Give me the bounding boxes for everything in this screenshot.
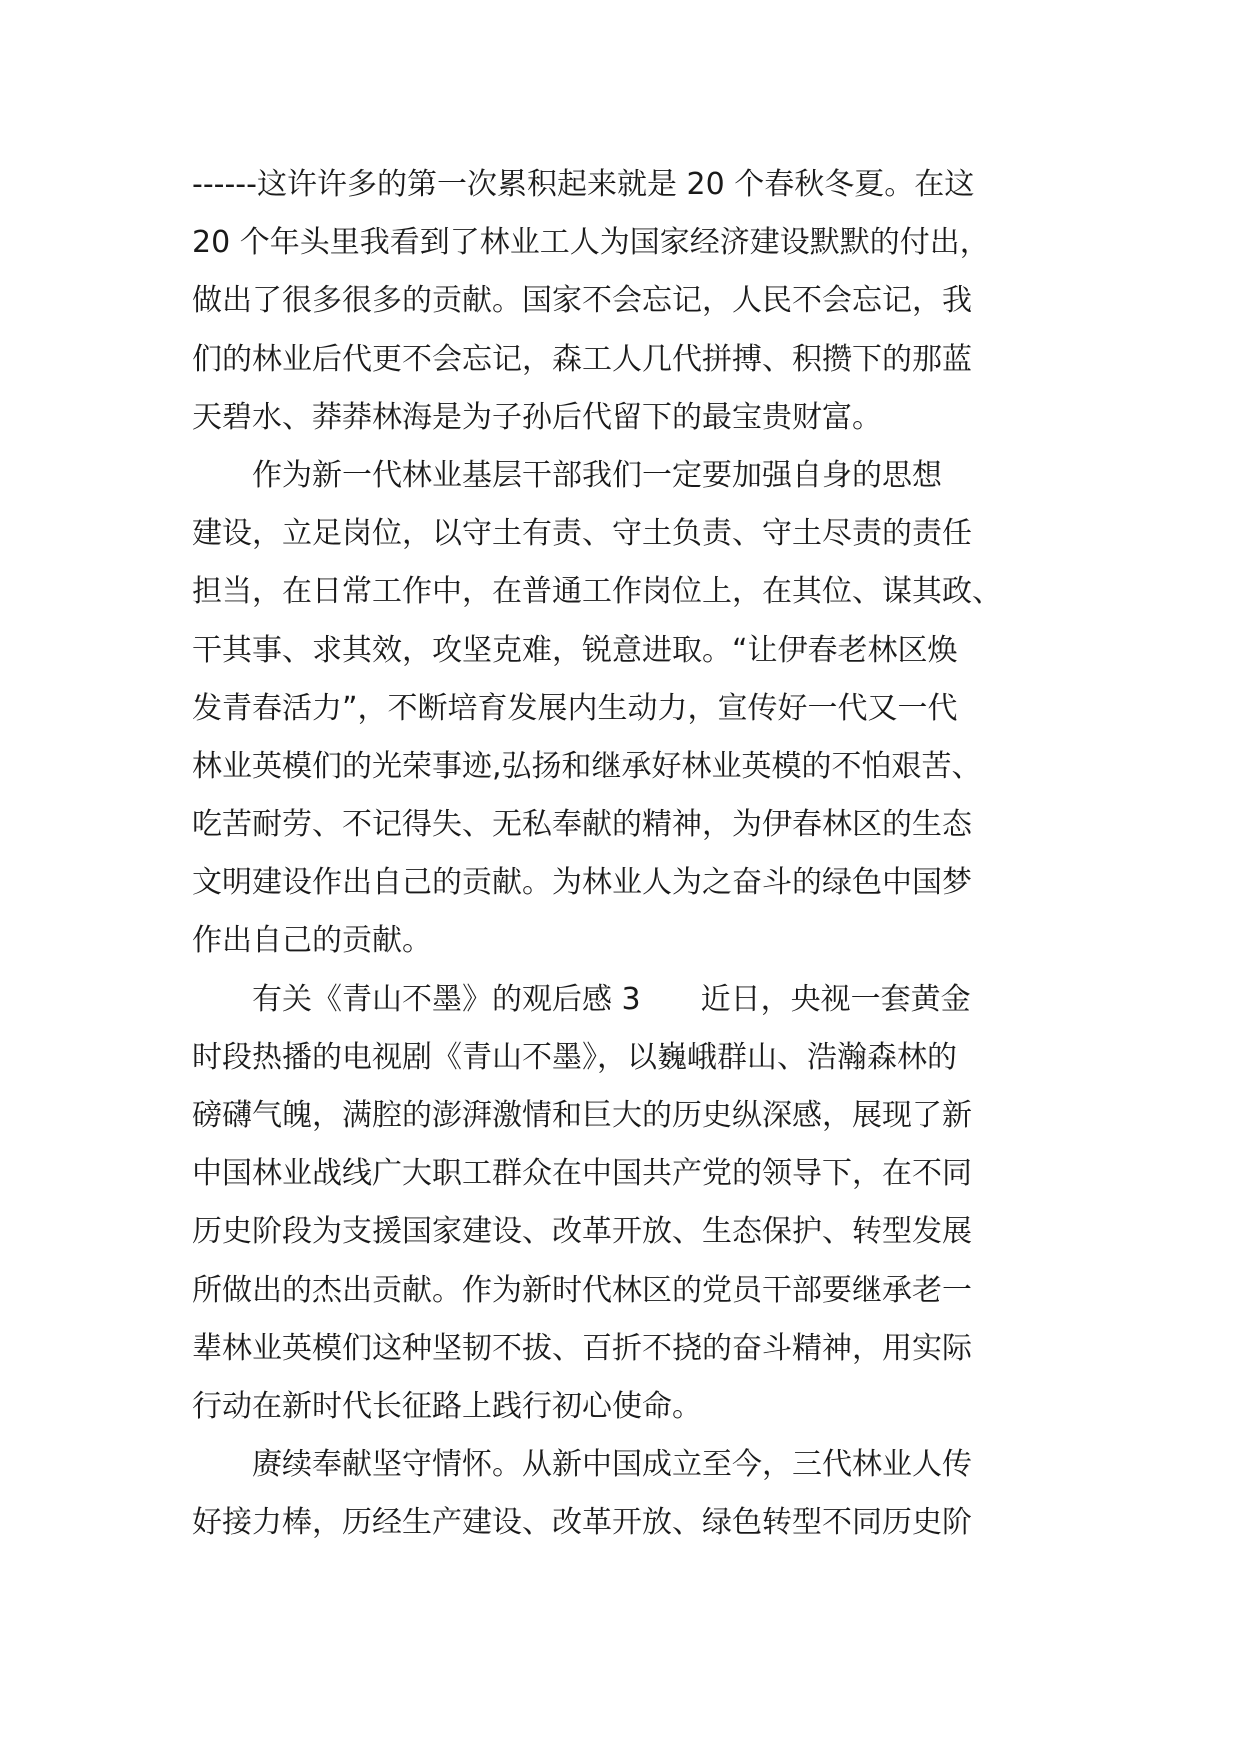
text-line: 作出自己的贡献。 bbox=[192, 923, 432, 959]
text-line: 吃苦耐劳、不记得失、无私奉献的精神，为伊春林区的生态 bbox=[192, 807, 972, 843]
text-line: 赓续奉献坚守情怀。从新中国成立至今，三代林业人传 bbox=[192, 1447, 972, 1483]
text-line: 干其事、求其效，攻坚克难，锐意进取。“让伊春老林区焕 bbox=[192, 632, 958, 668]
text-line: 林业英模们的光荣事迹,弘扬和继承好林业英模的不怕艰苦、 bbox=[192, 748, 982, 784]
text-line: 发青春活力”，不断培育发展内生动力，宣传好一代又一代 bbox=[192, 690, 958, 726]
text-line: 文明建设作出自己的贡献。为林业人为之奋斗的绿色中国梦 bbox=[192, 865, 972, 901]
text-line: 时段热播的电视剧《青山不墨》，以巍峨群山、浩瀚森林的 bbox=[192, 1039, 957, 1075]
text-line: 们的林业后代更不会忘记，森工人几代拼搏、积攒下的那蓝 bbox=[192, 341, 972, 377]
text-line: 历史阶段为支援国家建设、改革开放、生态保护、转型发展 bbox=[192, 1214, 972, 1250]
text-line: 天碧水、莽莽林海是为子孙后代留下的最宝贵财富。 bbox=[192, 399, 882, 435]
text-line: ------这许许多的第一次累积起来就是 20 个春秋冬夏。在这 bbox=[192, 167, 975, 202]
text-line: 磅礴气魄，满腔的澎湃激情和巨大的历史纵深感，展现了新 bbox=[192, 1098, 972, 1133]
text-line: 20 个年头里我看到了林业工人为国家经济建设默默的付出， bbox=[192, 225, 990, 261]
text-line: 有关《青山不墨》的观后感 3 近日，央视一套黄金 bbox=[192, 981, 971, 1017]
text-line: 作为新一代林业基层干部我们一定要加强自身的思想 bbox=[192, 457, 942, 493]
text-line: 所做出的杰出贡献。作为新时代林区的党员干部要继承老一 bbox=[192, 1272, 972, 1308]
body-text bbox=[192, 156, 1072, 1553]
text-line: 做出了很多很多的贡献。国家不会忘记，人民不会忘记，我 bbox=[192, 283, 972, 319]
text-line: 好接力棒，历经生产建设、改革开放、绿色转型不同历史阶 bbox=[192, 1505, 972, 1541]
text-line: 建设，立足岗位，以守土有责、守土负责、守土尽责的责任 bbox=[192, 516, 972, 552]
text-line: 中国林业战线广大职工群众在中国共产党的领导下，在不同 bbox=[192, 1156, 972, 1192]
text-line: 担当，在日常工作中，在普通工作岗位上，在其位、谋其政、 bbox=[192, 574, 1002, 610]
text-line: 行动在新时代长征路上践行初心使命。 bbox=[192, 1388, 702, 1424]
text-line: 辈林业英模们这种坚韧不拔、百折不挠的奋斗精神，用实际 bbox=[192, 1330, 972, 1366]
